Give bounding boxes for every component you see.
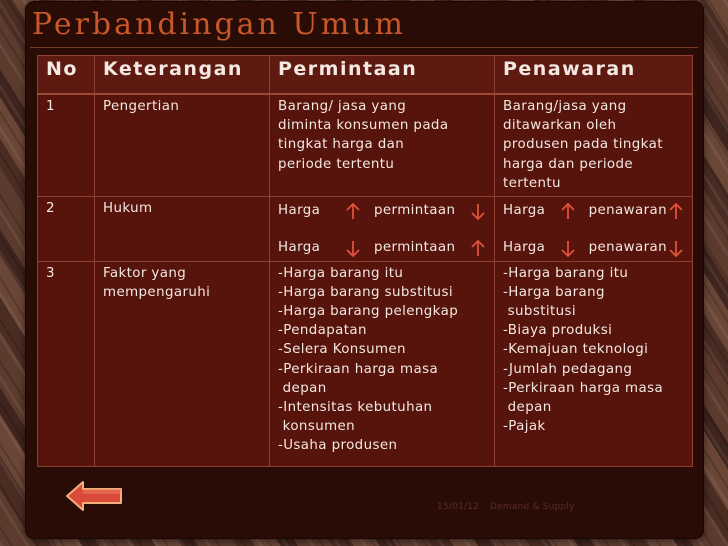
law-term-price: Harga [503, 203, 546, 219]
left-arrow-icon [66, 480, 124, 512]
footer-topic: Demand & Supply [490, 502, 575, 512]
header-penawaran: Penawaran [495, 56, 693, 95]
law-line [278, 202, 491, 221]
slide-title: Perbandingan Umum [32, 7, 406, 42]
cell-penawaran [495, 94, 693, 196]
title-divider [30, 47, 698, 48]
cell-permintaan [270, 94, 495, 196]
cell-line: -Harga barang itu [278, 265, 404, 281]
cell-line: Barang/ jasa yang [278, 99, 407, 114]
arrow-up-icon [559, 203, 577, 220]
cell-line: -Intensitas kebutuhan [278, 399, 433, 415]
cell-keterangan [95, 94, 270, 196]
cell-line: tingkat harga dan [278, 137, 405, 153]
cell-keterangan [95, 196, 270, 261]
cell-line: -Pendapatan [278, 323, 367, 339]
law-term-price: Harga [278, 240, 321, 256]
law-term-quantity: penawaran [588, 240, 667, 256]
header-no: No [38, 56, 95, 95]
arrow-up-icon [469, 240, 487, 257]
law-term-quantity: permintaan [374, 203, 456, 219]
cell-line: depan [503, 399, 552, 415]
arrow-down-icon [667, 240, 685, 257]
cell-line: tertentu [503, 175, 561, 191]
cell-line: ditawarkan oleh [503, 118, 617, 134]
law-term-price: Harga [503, 240, 546, 256]
cell-line: -Kemajuan teknologi [503, 342, 649, 358]
arrow-down-icon [344, 240, 362, 257]
arrow-up-icon [667, 203, 685, 220]
cell-line: produsen pada tingkat [503, 137, 663, 153]
cell-line: -Usaha produsen [278, 438, 398, 454]
header-keterangan: Keterangan [95, 56, 270, 95]
law-line [503, 239, 689, 258]
cell-penawaran [495, 261, 693, 466]
cell-line: Hukum [103, 200, 153, 216]
arrow-up-icon [344, 203, 362, 220]
cell-line: substitusi [503, 303, 577, 319]
table-row [38, 196, 693, 261]
cell-line: -Harga barang [503, 284, 605, 300]
cell-line: -Selera Konsumen [278, 342, 406, 358]
cell-line: -Biaya produksi [503, 323, 613, 339]
cell-penawaran [495, 196, 693, 261]
law-line [503, 202, 689, 221]
law-term-price: Harga [278, 203, 321, 219]
table-header-row [38, 56, 693, 95]
table-row [38, 94, 693, 196]
cell-line: depan [278, 380, 327, 396]
table-row [38, 261, 693, 466]
cell-keterangan [95, 261, 270, 466]
cell-no: 1 [38, 94, 95, 196]
cell-no: 2 [38, 196, 95, 261]
law-term-quantity: permintaan [374, 240, 456, 256]
cell-line: Barang/jasa yang [503, 99, 627, 114]
cell-line: -Jumlah pedagang [503, 361, 633, 377]
cell-no: 3 [38, 261, 95, 466]
cell-line: -Pajak [503, 419, 546, 435]
law-line [278, 239, 491, 258]
header-permintaan: Permintaan [270, 56, 495, 95]
cell-line: -Perkiraan harga masa [278, 361, 439, 377]
cell-line: -Harga barang itu [503, 265, 629, 281]
cell-line: Faktor yang [103, 265, 187, 281]
arrow-down-icon [469, 203, 487, 220]
cell-line: periode tertentu [278, 156, 395, 172]
cell-line: konsumen [278, 419, 356, 435]
comparison-table [37, 55, 693, 467]
cell-line: mempengaruhi [103, 284, 211, 300]
law-term-quantity: penawaran [588, 203, 667, 219]
cell-line: Pengertian [103, 99, 180, 114]
cell-line: harga dan periode [503, 156, 634, 172]
cell-line: -Harga barang substitusi [278, 284, 453, 300]
cell-line: diminta konsumen pada [278, 118, 449, 134]
footer-date: 15/01/12 [437, 502, 480, 512]
cell-line: -Perkiraan harga masa [503, 380, 664, 396]
back-button[interactable] [66, 480, 124, 512]
cell-line: -Harga barang pelengkap [278, 303, 459, 319]
cell-permintaan [270, 261, 495, 466]
cell-permintaan [270, 196, 495, 261]
arrow-down-icon [559, 240, 577, 257]
